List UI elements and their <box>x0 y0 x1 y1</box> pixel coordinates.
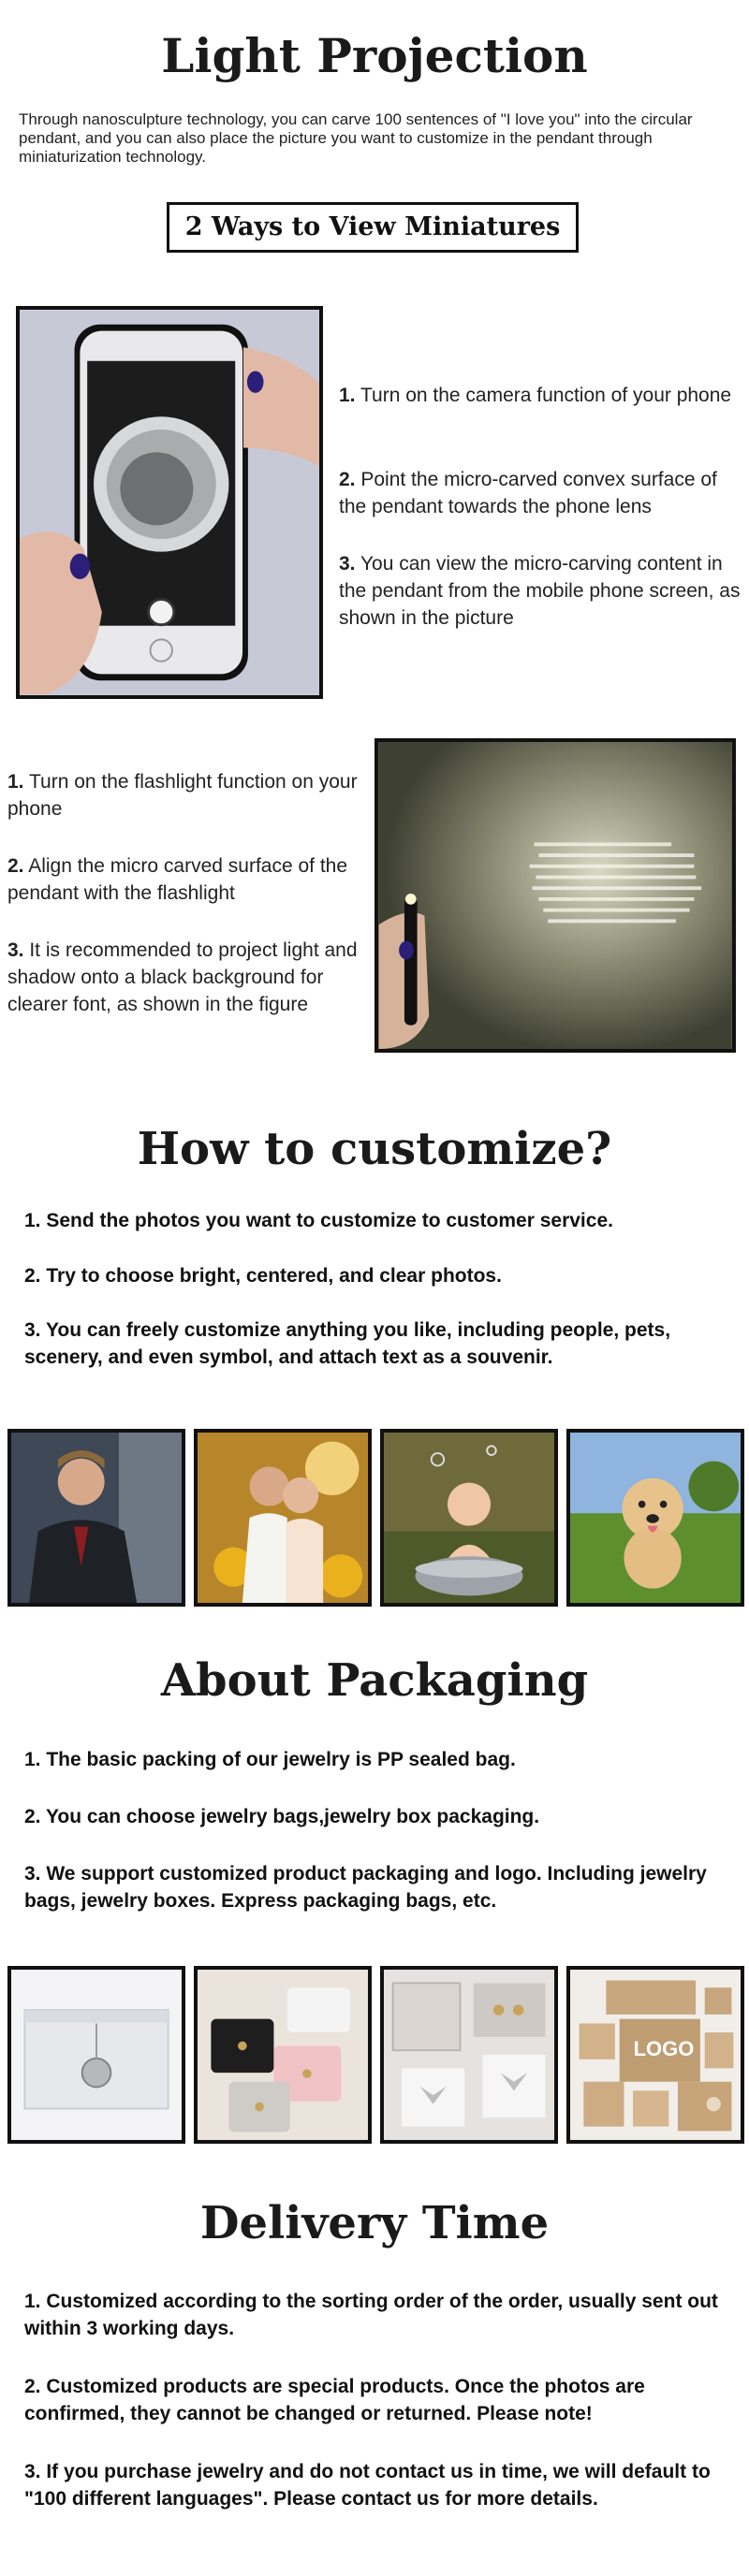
customize-item-2: 2. Try to choose bright, centered, and clear photos. <box>24 1265 502 1287</box>
packaging-item-3: 3. We support customized product packaging and logo. Including jewelry bags, jewelry boxes. Express packaging bags, etc. <box>24 1863 707 1912</box>
phone-camera-photo <box>16 306 323 699</box>
delivery-item-1: 1. Customized according to the sorting order of the order, usually sent out within 3 working days. <box>24 2291 718 2339</box>
packaging-item-2: 2. You can choose jewelry bags,jewelry box packaging. <box>24 1806 540 1827</box>
packaging-item-1: 1. The basic packing of our jewelry is PP sealed bag. <box>24 1749 516 1770</box>
phone-camera-illustration <box>20 310 319 695</box>
flashlight-projection-photo <box>374 738 736 1053</box>
customize-item-3: 3. You can freely customize anything you like, including people, pets, scenery, and even symbol, and attach text as a souvenir. <box>24 1319 671 1368</box>
delivery-item-2: 2. Customized products are special products. Once the photos are confirmed, they cannot be changed or returned. Please note! <box>24 2376 645 2424</box>
customize-title: How to customize? <box>137 1123 612 1175</box>
logo-text: LOGO <box>633 2037 695 2060</box>
sample-photo-couple <box>194 1429 372 1607</box>
packaging-photo-jewelry-bags <box>194 1966 372 2144</box>
delivery-title: Delivery Time <box>199 2197 550 2249</box>
way1-step-3: 3. You can view the micro-carving content in the pendant from the mobile phone screen, as shown in the picture <box>339 553 741 629</box>
intro-text: Through nanosculpture technology, you can carve 100 sentences of "I love you" into the circular pendant, and you can also place the picture you want to customize in the pendant through miniaturization technology. <box>19 110 693 166</box>
sample-photo-man <box>7 1429 185 1607</box>
sample-photo-dog <box>566 1429 744 1607</box>
delivery-item-3: 3. If you purchase jewelry and do not contact us in time, we will default to "100 different languages". Please contact us for more details. <box>24 2461 711 2510</box>
way2-step-3: 3. It is recommended to project light and shadow onto a black background for clearer font, as shown in the figure <box>7 939 358 1015</box>
packaging-photo-gift-boxes <box>380 1966 558 2144</box>
packaging-photo-logo-boxes <box>566 1966 744 2144</box>
way1-step-2: 2. Point the micro-carved convex surface of the pendant towards the phone lens <box>339 469 717 517</box>
way1-step-1: 1. Turn on the camera function of your phone <box>339 385 732 406</box>
ways-label: 2 Ways to View Miniatures <box>167 202 579 253</box>
packaging-photo-pp-bag <box>7 1966 185 2144</box>
sample-photo-baby <box>380 1429 558 1607</box>
flashlight-projection-illustration <box>378 742 732 1049</box>
way2-step-2: 2. Align the micro carved surface of the pendant with the flashlight <box>7 855 348 904</box>
packaging-title: About Packaging <box>160 1654 589 1707</box>
way2-step-1: 1. Turn on the flashlight function on your phone <box>7 771 358 820</box>
page-title: Light Projection <box>161 28 588 83</box>
customize-item-1: 1. Send the photos you want to customize to customer service. <box>24 1210 613 1231</box>
